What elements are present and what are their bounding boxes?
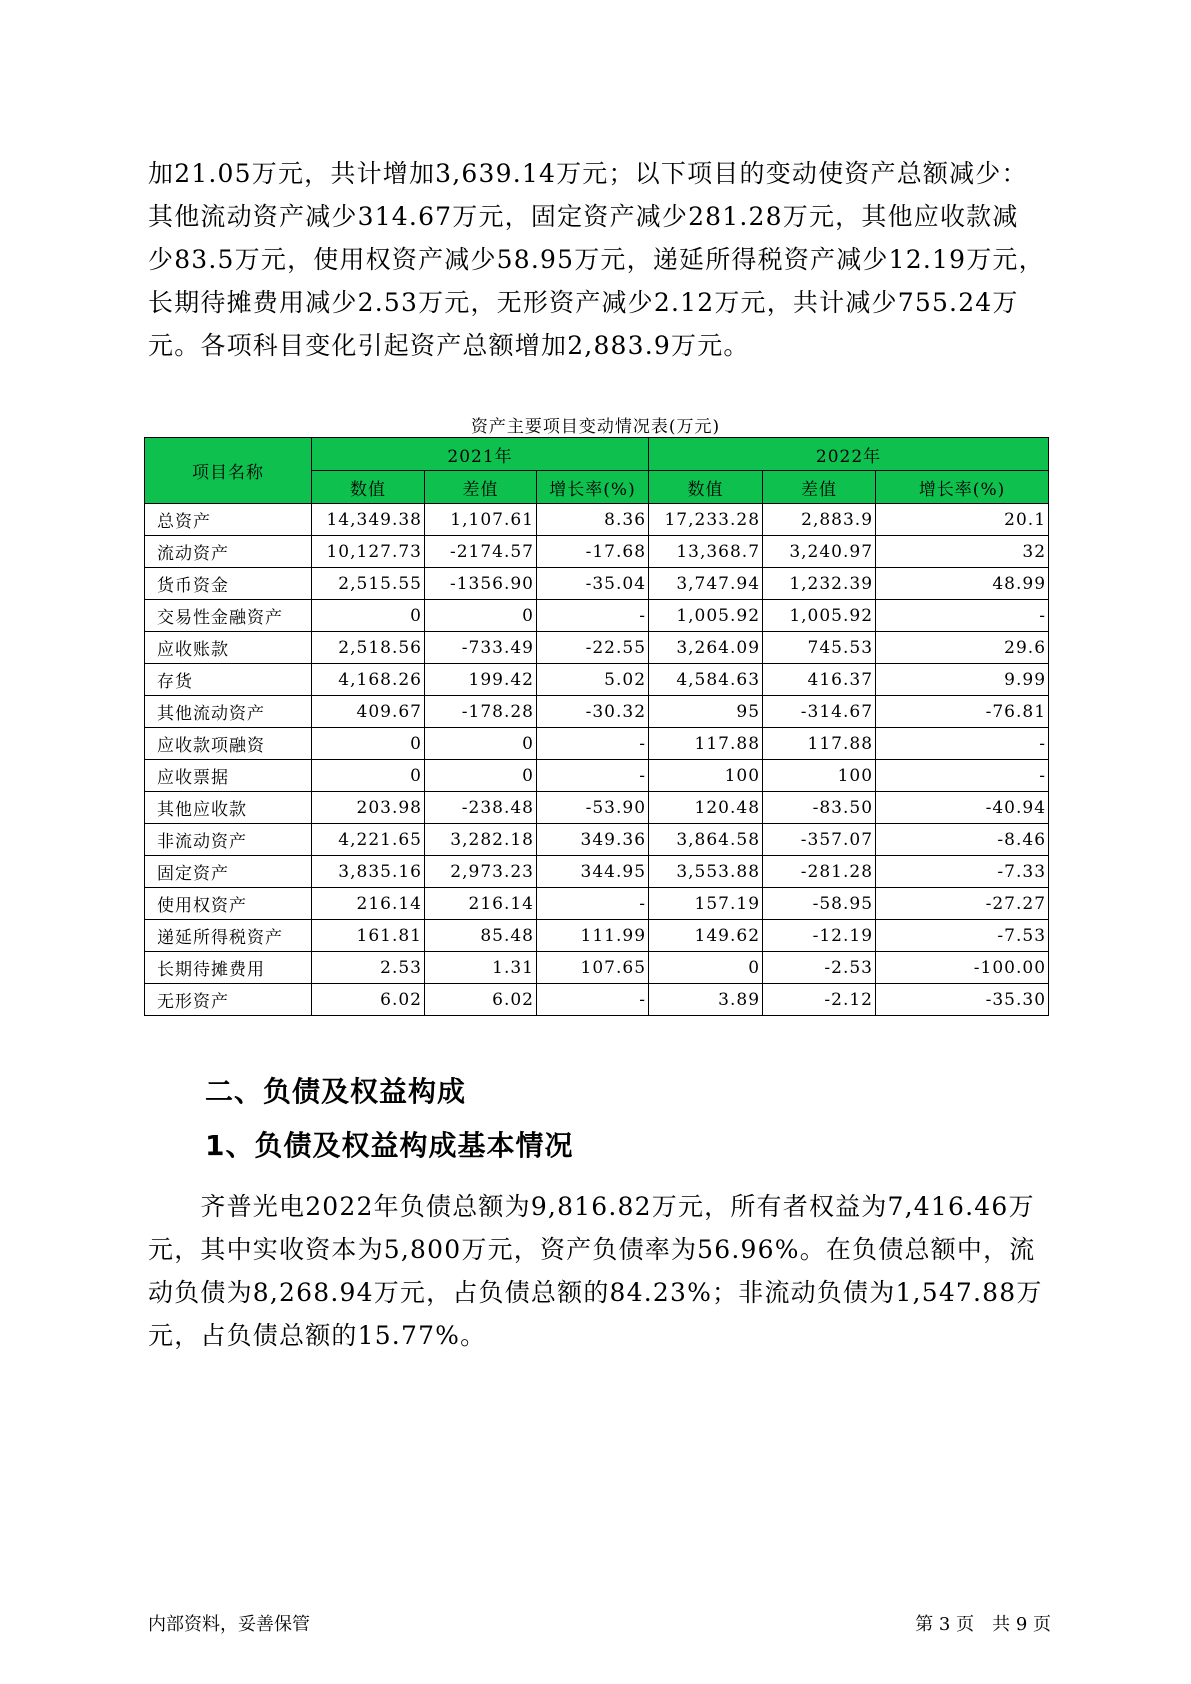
table-cell: -281.28 bbox=[763, 856, 876, 888]
table-row bbox=[145, 856, 1049, 888]
row-label: 其他流动资产 bbox=[145, 696, 312, 728]
table-row bbox=[145, 568, 1049, 600]
table-cell: 216.14 bbox=[312, 888, 425, 920]
table-cell: 5.02 bbox=[537, 664, 649, 696]
table-cell: 0 bbox=[425, 728, 537, 760]
paragraph-line: 元。各项科目变化引起资产总额增加2,883.9万元。 bbox=[148, 331, 750, 360]
table-row bbox=[145, 632, 1049, 664]
footer-page-number: 第 3 页 共 9 页 bbox=[915, 1614, 1051, 1635]
section-heading: 二、负债及权益构成 bbox=[205, 1075, 467, 1108]
table-cell: 14,349.38 bbox=[312, 504, 425, 536]
table-cell: -35.30 bbox=[876, 984, 1049, 1016]
table-cell: 95 bbox=[649, 696, 763, 728]
paragraph-line: 齐普光电2022年负债总额为9,816.82万元，所有者权益为7,416.46万 bbox=[148, 1192, 1035, 1221]
header-item-name: 项目名称 bbox=[145, 438, 312, 504]
table-cell: -27.27 bbox=[876, 888, 1049, 920]
table-cell: 3,264.09 bbox=[649, 632, 763, 664]
row-label: 货币资金 bbox=[145, 568, 312, 600]
table-cell: 199.42 bbox=[425, 664, 537, 696]
table-cell: -357.07 bbox=[763, 824, 876, 856]
paragraph-line: 少83.5万元，使用权资产减少58.95万元，递延所得税资产减少12.19万元， bbox=[148, 245, 1045, 274]
table-cell: -733.49 bbox=[425, 632, 537, 664]
table-cell: 0 bbox=[649, 952, 763, 984]
table-cell: 1,232.39 bbox=[763, 568, 876, 600]
row-label: 使用权资产 bbox=[145, 888, 312, 920]
paragraph-line: 加21.05万元，共计增加3,639.14万元；以下项目的变动使资产总额减少： bbox=[148, 159, 1028, 188]
table-cell: 4,221.65 bbox=[312, 824, 425, 856]
table-cell: 6.02 bbox=[312, 984, 425, 1016]
table-cell: 117.88 bbox=[763, 728, 876, 760]
table-cell: -53.90 bbox=[537, 792, 649, 824]
table-cell: - bbox=[876, 760, 1049, 792]
row-label: 应收账款 bbox=[145, 632, 312, 664]
table-cell: 2,973.23 bbox=[425, 856, 537, 888]
table-cell: -76.81 bbox=[876, 696, 1049, 728]
table-cell: -2.53 bbox=[763, 952, 876, 984]
table-cell: 0 bbox=[425, 600, 537, 632]
table-cell: 32 bbox=[876, 536, 1049, 568]
table-cell: 17,233.28 bbox=[649, 504, 763, 536]
table-cell: 745.53 bbox=[763, 632, 876, 664]
table-header-row bbox=[145, 438, 1049, 471]
paragraph-line: 其他流动资产减少314.67万元，固定资产减少281.28万元，其他应收款减 bbox=[148, 202, 1019, 231]
table-cell: - bbox=[537, 728, 649, 760]
table-row bbox=[145, 984, 1049, 1016]
header-value: 数值 bbox=[312, 471, 425, 504]
table-cell: 1,005.92 bbox=[649, 600, 763, 632]
table-row bbox=[145, 792, 1049, 824]
row-label: 总资产 bbox=[145, 504, 312, 536]
table-cell: 0 bbox=[312, 600, 425, 632]
table-row bbox=[145, 888, 1049, 920]
table-cell: 6.02 bbox=[425, 984, 537, 1016]
table-cell: -30.32 bbox=[537, 696, 649, 728]
paragraph-line: 元，其中实收资本为5,800万元，资产负债率为56.96%。在负债总额中，流 bbox=[148, 1235, 1036, 1264]
row-label: 固定资产 bbox=[145, 856, 312, 888]
table-caption: 资产主要项目变动情况表(万元) bbox=[470, 417, 721, 437]
table-cell: 216.14 bbox=[425, 888, 537, 920]
header-diff: 差值 bbox=[425, 471, 537, 504]
row-label: 无形资产 bbox=[145, 984, 312, 1016]
table-cell: 85.48 bbox=[425, 920, 537, 952]
table-cell: 409.67 bbox=[312, 696, 425, 728]
table-cell: 4,168.26 bbox=[312, 664, 425, 696]
table-cell: -314.67 bbox=[763, 696, 876, 728]
table-row bbox=[145, 696, 1049, 728]
assets-change-table bbox=[144, 437, 1049, 1016]
row-label: 长期待摊费用 bbox=[145, 952, 312, 984]
table-cell: 3,747.94 bbox=[649, 568, 763, 600]
table-cell: 48.99 bbox=[876, 568, 1049, 600]
row-label: 存货 bbox=[145, 664, 312, 696]
table-cell: 3,240.97 bbox=[763, 536, 876, 568]
table-cell: 2.53 bbox=[312, 952, 425, 984]
table-cell: 117.88 bbox=[649, 728, 763, 760]
paragraph-line: 长期待摊费用减少2.53万元，无形资产减少2.12万元，共计减少755.24万 bbox=[148, 288, 1019, 317]
table-row bbox=[145, 952, 1049, 984]
table-cell: 13,368.7 bbox=[649, 536, 763, 568]
table-cell: 3.89 bbox=[649, 984, 763, 1016]
footer-confidential-note: 内部资料，妥善保管 bbox=[148, 1614, 310, 1635]
table-cell: 2,518.56 bbox=[312, 632, 425, 664]
table-cell: -238.48 bbox=[425, 792, 537, 824]
header-value: 数值 bbox=[649, 471, 763, 504]
table-row bbox=[145, 824, 1049, 856]
table-row bbox=[145, 536, 1049, 568]
table-cell: 3,282.18 bbox=[425, 824, 537, 856]
table-cell: -1356.90 bbox=[425, 568, 537, 600]
header-rate: 增长率(%) bbox=[876, 471, 1049, 504]
table-cell: 100 bbox=[649, 760, 763, 792]
subsection-heading: 1、负债及权益构成基本情况 bbox=[205, 1129, 574, 1162]
table-cell: - bbox=[876, 728, 1049, 760]
table-cell: - bbox=[537, 888, 649, 920]
table-row bbox=[145, 600, 1049, 632]
table-cell: - bbox=[876, 600, 1049, 632]
table-cell: 120.48 bbox=[649, 792, 763, 824]
table-cell: 161.81 bbox=[312, 920, 425, 952]
table-cell: -40.94 bbox=[876, 792, 1049, 824]
table-cell: 3,553.88 bbox=[649, 856, 763, 888]
table-cell: 344.95 bbox=[537, 856, 649, 888]
paragraph-line: 动负债为8,268.94万元，占负债总额的84.23%；非流动负债为1,547.88万 bbox=[148, 1278, 1043, 1307]
table-cell: 8.36 bbox=[537, 504, 649, 536]
header-year-2021: 2021年 bbox=[312, 438, 649, 471]
table-cell: -22.55 bbox=[537, 632, 649, 664]
table-cell: 3,835.16 bbox=[312, 856, 425, 888]
table-cell: 9.99 bbox=[876, 664, 1049, 696]
table-cell: -12.19 bbox=[763, 920, 876, 952]
table-row bbox=[145, 728, 1049, 760]
table-body bbox=[145, 504, 1049, 1016]
table-cell: 2,883.9 bbox=[763, 504, 876, 536]
body-paragraph-assets-change bbox=[148, 152, 1048, 367]
table-row bbox=[145, 664, 1049, 696]
table-cell: 111.99 bbox=[537, 920, 649, 952]
row-label: 应收票据 bbox=[145, 760, 312, 792]
row-label: 非流动资产 bbox=[145, 824, 312, 856]
header-rate: 增长率(%) bbox=[537, 471, 649, 504]
table-row bbox=[145, 920, 1049, 952]
table-cell: 10,127.73 bbox=[312, 536, 425, 568]
table-cell: -2.12 bbox=[763, 984, 876, 1016]
table-cell: 416.37 bbox=[763, 664, 876, 696]
table-cell: 349.36 bbox=[537, 824, 649, 856]
table-cell: 3,864.58 bbox=[649, 824, 763, 856]
table-cell: -100.00 bbox=[876, 952, 1049, 984]
table-cell: 20.1 bbox=[876, 504, 1049, 536]
table-cell: - bbox=[537, 600, 649, 632]
table-cell: -35.04 bbox=[537, 568, 649, 600]
table-cell: 107.65 bbox=[537, 952, 649, 984]
table-cell: 100 bbox=[763, 760, 876, 792]
table-cell: 0 bbox=[312, 760, 425, 792]
table-cell: -7.33 bbox=[876, 856, 1049, 888]
table-cell: 149.62 bbox=[649, 920, 763, 952]
table-cell: 1,005.92 bbox=[763, 600, 876, 632]
table-cell: -17.68 bbox=[537, 536, 649, 568]
row-label: 应收款项融资 bbox=[145, 728, 312, 760]
header-diff: 差值 bbox=[763, 471, 876, 504]
table-cell: - bbox=[537, 760, 649, 792]
table-cell: 0 bbox=[425, 760, 537, 792]
table-row bbox=[145, 504, 1049, 536]
table-cell: -83.50 bbox=[763, 792, 876, 824]
table-cell: -2174.57 bbox=[425, 536, 537, 568]
table-cell: 1,107.61 bbox=[425, 504, 537, 536]
table-cell: -7.53 bbox=[876, 920, 1049, 952]
row-label: 流动资产 bbox=[145, 536, 312, 568]
body-paragraph-liabilities bbox=[148, 1185, 1048, 1357]
paragraph-line: 元，占负债总额的15.77%。 bbox=[148, 1321, 487, 1350]
table-cell: 203.98 bbox=[312, 792, 425, 824]
table-cell: 4,584.63 bbox=[649, 664, 763, 696]
header-year-2022: 2022年 bbox=[649, 438, 1049, 471]
table-cell: -8.46 bbox=[876, 824, 1049, 856]
row-label: 其他应收款 bbox=[145, 792, 312, 824]
table-cell: 157.19 bbox=[649, 888, 763, 920]
table-row bbox=[145, 760, 1049, 792]
row-label: 交易性金融资产 bbox=[145, 600, 312, 632]
table-cell: -178.28 bbox=[425, 696, 537, 728]
table-cell: 0 bbox=[312, 728, 425, 760]
row-label: 递延所得税资产 bbox=[145, 920, 312, 952]
table-cell: 29.6 bbox=[876, 632, 1049, 664]
table-cell: -58.95 bbox=[763, 888, 876, 920]
table-cell: 2,515.55 bbox=[312, 568, 425, 600]
table-cell: 1.31 bbox=[425, 952, 537, 984]
table-cell: - bbox=[537, 984, 649, 1016]
